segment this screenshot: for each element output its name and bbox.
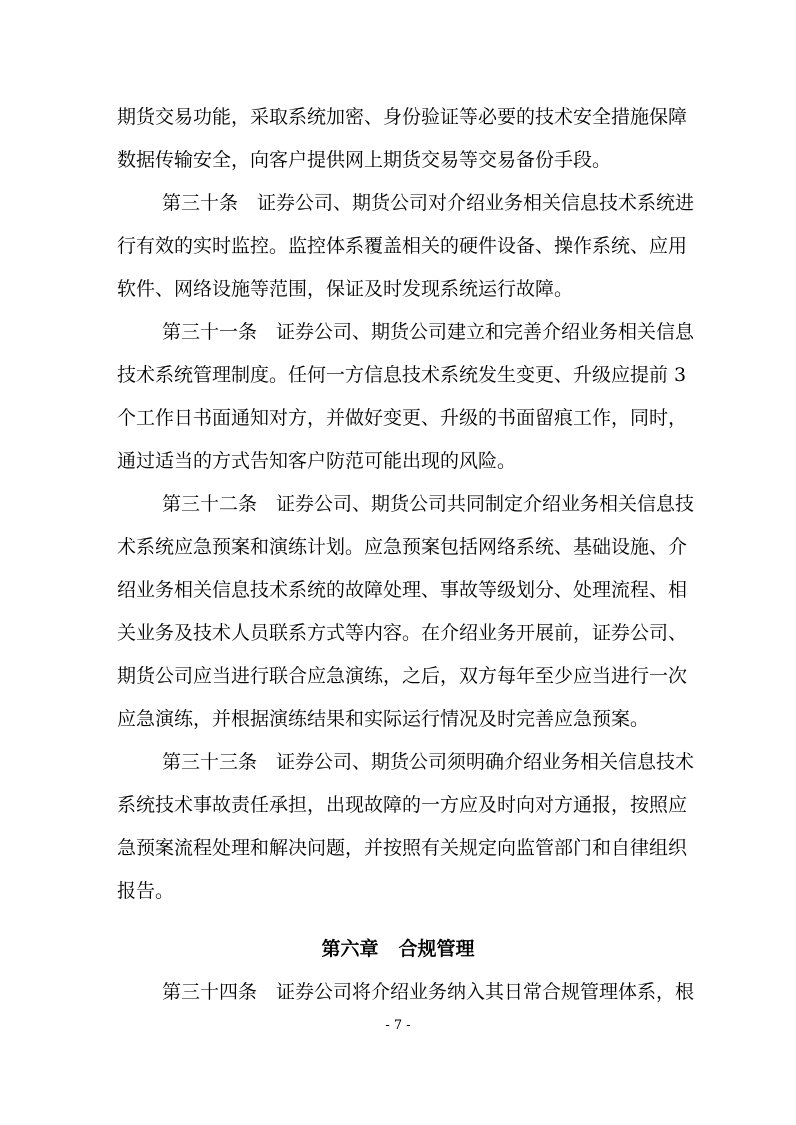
chapter-heading bbox=[0, 937, 796, 961]
text-line: 期货公司应当进行联合应急演练，之后，双方每年至少应当进行一次 bbox=[117, 665, 688, 687]
article-30-line: 第三十条 证券公司、期货公司对介绍业务相关信息技术系统进 bbox=[162, 192, 695, 214]
text-line: 个工作日书面通知对方，并做好变更、升级的书面留痕工作，同时， bbox=[117, 407, 688, 429]
text-line: 期货交易功能，采取系统加密、身份验证等必要的技术安全措施保障 bbox=[117, 106, 688, 128]
text-line: 术系统应急预案和演练计划。应急预案包括网络系统、基础设施、介 bbox=[117, 536, 688, 558]
text-line: 急预案流程处理和解决问题，并按照有关规定向监管部门和自律组织 bbox=[117, 837, 688, 859]
text-line: 行有效的实时监控。监控体系覆盖相关的硬件设备、操作系统、应用 bbox=[117, 235, 688, 257]
article-32-line: 第三十二条 证券公司、期货公司共同制定介绍业务相关信息技 bbox=[162, 493, 695, 515]
text-line: 软件、网络设施等范围，保证及时发现系统运行故障。 bbox=[117, 278, 574, 300]
text-line: 系统技术事故责任承担，出现故障的一方应及时向对方通报，按照应 bbox=[117, 794, 688, 816]
text-line: 技术系统管理制度。任何一方信息技术系统发生变更、升级应提前 3 bbox=[117, 364, 687, 386]
text-line: 数据传输安全，向客户提供网上期货交易等交易备份手段。 bbox=[117, 149, 612, 171]
article-31-line: 第三十一条 证券公司、期货公司建立和完善介绍业务相关信息 bbox=[162, 321, 695, 343]
page-number: - 7 - bbox=[385, 1018, 411, 1033]
text-line: 通过适当的方式告知客户防范可能出现的风险。 bbox=[117, 450, 517, 472]
article-33-line: 第三十三条 证券公司、期货公司须明确介绍业务相关信息技术 bbox=[162, 751, 695, 773]
chapter-number: 第六章 bbox=[321, 938, 379, 960]
text-line: 绍业务相关信息技术系统的故障处理、事故等级划分、处理流程、相 bbox=[117, 579, 688, 601]
chapter-title: 合规管理 bbox=[398, 938, 475, 960]
text-line: 应急演练，并根据演练结果和实际运行情况及时完善应急预案。 bbox=[117, 708, 650, 730]
text-line: 关业务及技术人员联系方式等内容。在介绍业务开展前，证券公司、 bbox=[117, 622, 688, 644]
article-34-line: 第三十四条 证券公司将介绍业务纳入其日常合规管理体系，根 bbox=[162, 981, 695, 1003]
text-line: 报告。 bbox=[117, 880, 175, 902]
